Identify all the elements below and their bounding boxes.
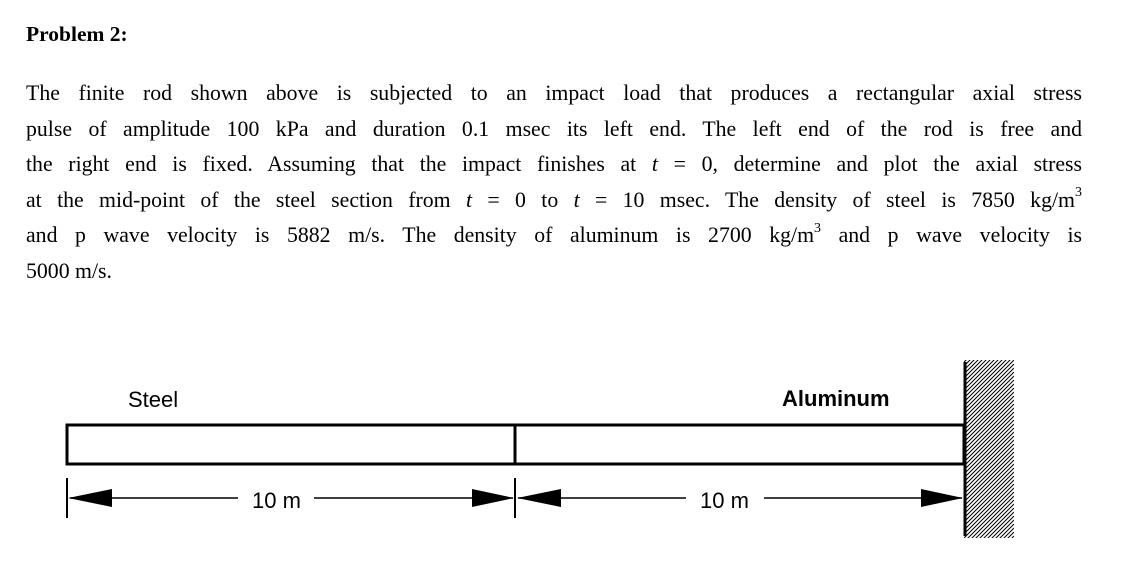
dimension-arrow-icon xyxy=(472,489,514,507)
hatch-line xyxy=(964,484,1014,534)
hatch-line xyxy=(964,540,1014,588)
steel-length-label: 10 m xyxy=(252,488,301,513)
hatch-line xyxy=(964,508,1014,558)
hatch-line xyxy=(964,456,1014,506)
hatch-line xyxy=(964,396,1014,446)
hatch-line xyxy=(964,432,1014,482)
hatch-line xyxy=(964,312,1014,362)
superscript: 3 xyxy=(1074,185,1082,201)
time-variable: t xyxy=(573,187,580,212)
hatch-line xyxy=(964,388,1014,438)
problem-title: Problem 2: xyxy=(26,22,128,46)
text-run: and p wave velocity is xyxy=(821,223,1082,247)
hatch-line xyxy=(964,500,1014,550)
text-run: = 10 msec. The density of steel is 7850 kg/m xyxy=(579,187,1075,212)
text-run: at the mid-point of the steel section from xyxy=(26,187,466,212)
text-run: The finite rod shown above is subjected to an impact load that produces a rectangular axial stress xyxy=(26,81,1082,105)
hatch-line xyxy=(964,320,1014,370)
hatch-line xyxy=(964,356,1014,406)
hatch-line xyxy=(964,480,1014,530)
hatch-line xyxy=(964,392,1014,442)
hatch-line xyxy=(964,364,1014,414)
hatch-line xyxy=(964,544,1014,588)
time-variable: t xyxy=(651,152,658,176)
hatch-line xyxy=(964,472,1014,522)
hatch-line xyxy=(964,512,1014,562)
aluminum-label: Aluminum xyxy=(782,386,890,411)
hatch-line xyxy=(964,464,1014,514)
hatch-line xyxy=(964,400,1014,450)
hatch-line xyxy=(964,460,1014,510)
aluminum-length-label: 10 m xyxy=(700,488,749,513)
hatch-line xyxy=(964,556,1014,588)
text-run: = 0, determine and plot the axial stress xyxy=(657,152,1083,176)
hatch-line xyxy=(964,316,1014,366)
hatch-line xyxy=(964,340,1014,390)
hatch-line xyxy=(964,308,1014,358)
rod xyxy=(67,425,964,464)
hatch-line xyxy=(964,332,1014,382)
hatch-line xyxy=(964,384,1014,434)
hatch-line xyxy=(964,352,1014,402)
hatch-line xyxy=(964,300,1014,350)
fixed-support-hatch-icon xyxy=(964,300,1014,588)
hatch-line xyxy=(964,468,1014,518)
steel-label: Steel xyxy=(128,387,179,412)
hatch-line xyxy=(964,368,1014,418)
hatch-line xyxy=(964,360,1014,410)
hatch-line xyxy=(964,532,1014,582)
hatch-line xyxy=(964,496,1014,546)
superscript: 3 xyxy=(814,220,822,236)
dimension-arrow-icon xyxy=(921,489,963,507)
hatch-line xyxy=(964,524,1014,574)
hatch-line xyxy=(964,516,1014,566)
hatch-line xyxy=(964,528,1014,578)
hatch-line xyxy=(964,492,1014,542)
hatch-line xyxy=(964,336,1014,386)
hatch-line xyxy=(964,404,1014,454)
hatch-line xyxy=(964,520,1014,570)
hatch-line xyxy=(964,328,1014,378)
hatch-line xyxy=(964,416,1014,466)
hatch-line xyxy=(964,444,1014,494)
steel-dimension xyxy=(67,478,515,518)
text-run: 5000 m/s. xyxy=(26,258,112,283)
hatch-line xyxy=(964,380,1014,430)
hatch-line xyxy=(964,420,1014,470)
hatch-line xyxy=(964,440,1014,490)
hatch-line xyxy=(964,376,1014,426)
hatch-line xyxy=(964,452,1014,502)
text-run: and p wave velocity is 5882 m/s. The density of aluminum is 2700 kg/m xyxy=(26,223,815,247)
hatch-line xyxy=(964,548,1014,588)
dimension-arrow-icon xyxy=(517,489,561,507)
hatch-line xyxy=(964,488,1014,538)
hatch-line xyxy=(964,552,1014,588)
hatch-line xyxy=(964,412,1014,462)
text-run: = 0 to xyxy=(472,187,574,212)
hatch-line xyxy=(964,424,1014,474)
text-run: pulse of amplitude 100 kPa and duration 0.1 msec its left end. The left end of the rod is free and xyxy=(26,116,1082,141)
hatch-line xyxy=(964,304,1014,354)
hatch-line xyxy=(964,408,1014,458)
dimension-arrow-icon xyxy=(68,489,112,507)
hatch-line xyxy=(964,348,1014,398)
hatch-line xyxy=(964,428,1014,478)
hatch-line xyxy=(964,344,1014,394)
hatch-line xyxy=(964,372,1014,422)
hatch-line xyxy=(964,436,1014,486)
hatch-line xyxy=(964,324,1014,374)
hatch-line xyxy=(964,504,1014,554)
text-run: the right end is fixed. Assuming that the impact finishes at xyxy=(26,152,652,176)
hatch-line xyxy=(964,448,1014,498)
hatch-line xyxy=(964,476,1014,526)
time-variable: t xyxy=(465,187,473,212)
aluminum-dimension xyxy=(517,488,963,513)
hatch-line xyxy=(964,536,1014,586)
